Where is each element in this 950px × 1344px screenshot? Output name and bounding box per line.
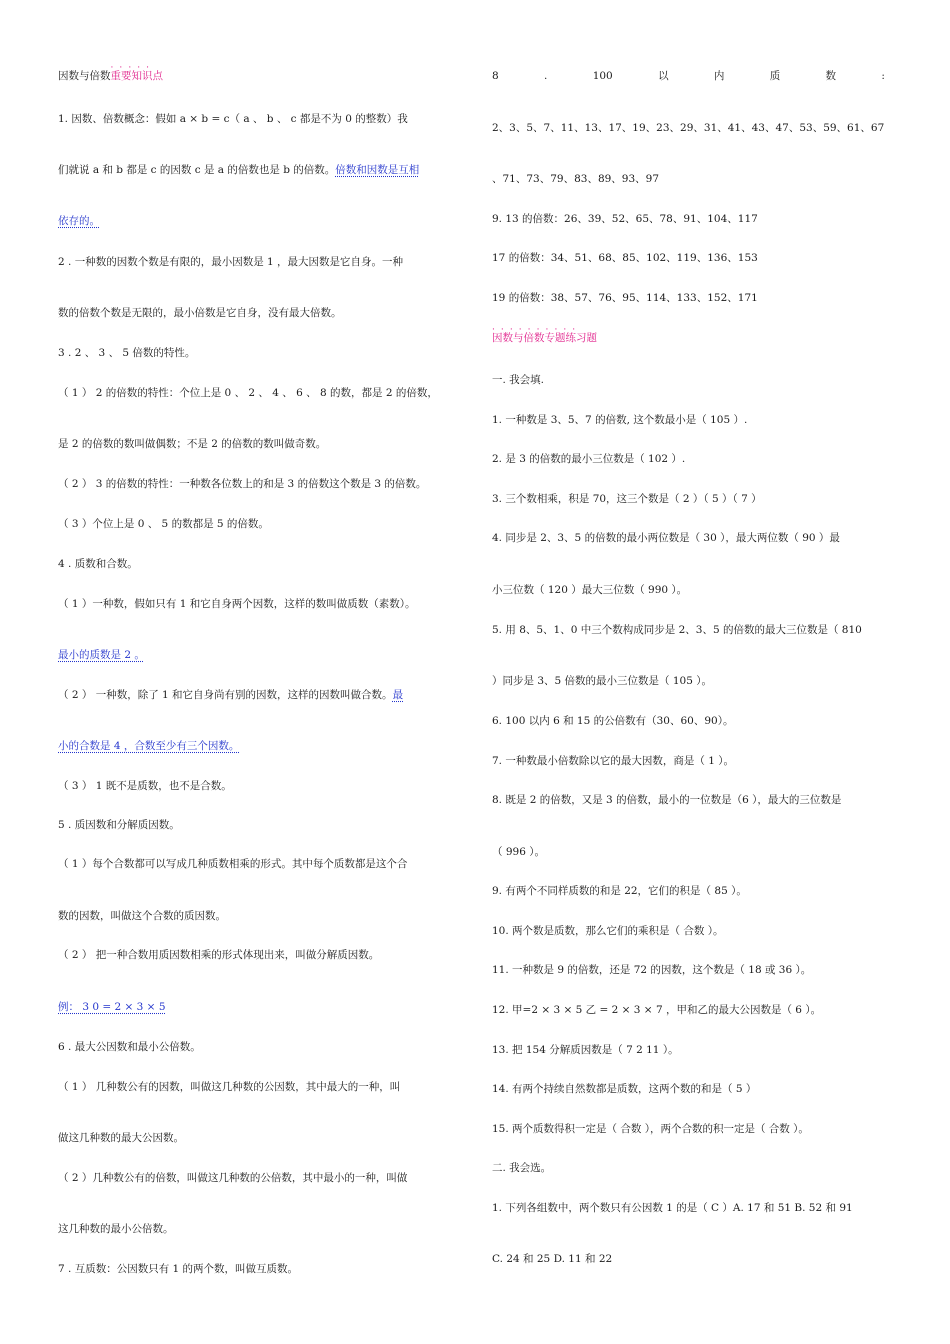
question-14: 14. 有两个持续自然数都是质数，这两个数的和是（ 5 ） (492, 1083, 757, 1095)
para-8-token: . (544, 70, 548, 82)
question-9: 9. 有两个不同样质数的和是 22，它们的积是（ 85 ）。 (492, 885, 747, 897)
question-15: 15. 两个质数得积一定是（ 合数 ），两个合数的积一定是（ 合数 ）。 (492, 1123, 809, 1135)
para-6-1b: 做这几种数的最大公因数。 (58, 1132, 184, 1144)
para-8-token: : (881, 70, 885, 82)
para-6-2b: 这几种数的最小公倍数。 (58, 1223, 174, 1235)
para-3: 3 . 2 、 3 、 5 倍数的特性。 (58, 347, 196, 359)
para-7: 7 . 互质数：公因数只有 1 的两个数，叫做互质数。 (58, 1263, 299, 1275)
para-4-1: （ 1 ）一种数，假如只有 1 和它自身两个因数，这样的数叫做质数（素数）。 (58, 598, 416, 610)
para-5-example: 例： 3 0 = 2 × 3 × 5 (58, 1001, 166, 1013)
practice-title-text: · · · 因数与倍数专题练习题 (492, 331, 597, 345)
multiples-19: 19 的倍数：38、57、76、95、114、133、152、171 (492, 292, 758, 304)
para-4-1b: 最小的质数是 2 。 (58, 649, 145, 661)
para-8-token: 内 (713, 70, 725, 82)
para-4: 4 . 质数和合数。 (58, 558, 138, 570)
para-5-1a: （ 1 ）每个合数都可以写成几种质数相乘的形式。其中每个质数都是这个合 (58, 858, 408, 870)
para-1b-blue: 倍数和因数是互相 (335, 164, 420, 176)
para-6-2a: （ 2 ）几种数公有的倍数，叫做这几种数的公倍数，其中最小的一种，叫做 (58, 1172, 408, 1184)
para-1b-plain: 们就说 a 和 b 都是 c 的因数 c 是 a 的倍数也是 b 的倍数。 (58, 164, 336, 176)
para-1b (58, 163, 419, 177)
question-8b: （ 996 ）。 (492, 846, 545, 858)
para-4-2-blue: 最 (392, 689, 404, 701)
primes-line-2: 、71、73、79、83、89、93、97 (492, 173, 660, 185)
knowledge-title (58, 69, 163, 83)
section-fill: 一. 我会填. (492, 374, 545, 386)
para-2a: 2 . 一种数的因数个数是有限的，最小因数是 1 ，最大因数是它自身。一种 (58, 256, 404, 268)
question-4b: 小三位数（ 120 ）最大三位数（ 990 ）。 (492, 584, 688, 596)
para-3-2: （ 2 ） 3 的倍数的特性：一种数各位数上的和是 3 的倍数这个数是 3 的倍数。 (58, 478, 427, 490)
para-1a: 1. 因数、倍数概念：假如 a × b = c（ a 、 b 、 c 都是不为 0 的整数）我 (58, 113, 408, 125)
para-6-1a: （ 1 ） 几种数公有的因数，叫做这几种数的公因数，其中最大的一种，叫 (58, 1081, 401, 1093)
choice-1b: C. 24 和 25 D. 11 和 22 (492, 1253, 613, 1265)
question-6: 6. 100 以内 6 和 15 的公倍数有（30、60、90）。 (492, 715, 734, 727)
practice-title (492, 331, 597, 345)
para-5: 5 . 质因数和分解质因数。 (58, 819, 180, 831)
para-5-2: （ 2 ） 把一种合数用质因数相乘的形式体现出来，叫做分解质因数。 (58, 949, 380, 961)
para-8-token: 质 (769, 70, 781, 82)
question-5a: 5. 用 8、5、1、0 中三个数构成同步是 2、3、5 的倍数的最大三位数是（ 810 (492, 624, 862, 636)
question-5b: ）同步是 3、5 倍数的最小三位数是（ 105 ）。 (492, 675, 713, 687)
question-10: 10. 两个数是质数，那么它们的乘积是（ 合数 ）。 (492, 925, 724, 937)
para-8-token: 100 (592, 70, 613, 82)
question-12: 12. 甲=2 × 3 × 5 乙 = 2 × 3 × 7 ，甲和乙的最大公因数是（ 6 ）。 (492, 1004, 822, 1016)
title-plain: 因数与倍数 (58, 70, 111, 82)
para-3-1a: （ 1 ） 2 的倍数的特性：个位上是 0 、 2 、 4 、 6 、 8 的数，都是 2 的倍数， (58, 387, 438, 399)
question-3: 3. 三个数相乘，积是 70，这三个数是（ 2 ）（ 5 ）（ 7 ） (492, 493, 762, 505)
multiples-17: 17 的倍数：34、51、68、85、102、119、136、153 (492, 252, 758, 264)
para-3-1b: 是 2 的倍数的数叫做偶数；不是 2 的倍数的数叫做奇数。 (58, 438, 327, 450)
para-8-heading (492, 69, 885, 83)
para-2b: 数的倍数个数是无限的，最小倍数是它自身，没有最大倍数。 (58, 307, 342, 319)
title-highlight: · · · 重要知识点 (111, 69, 164, 83)
para-8-token: 8 (492, 70, 499, 82)
para-8-token: 以 (658, 70, 669, 82)
question-2: 2. 是 3 的倍数的最小三位数是（ 102 ）. (492, 453, 686, 465)
para-4-3: （ 3 ） 1 既不是质数，也不是合数。 (58, 780, 232, 792)
question-13: 13. 把 154 分解质因数是（ 7 2 11 ）。 (492, 1044, 679, 1056)
para-1c: 依存的。 (58, 215, 100, 227)
multiples-13: 9. 13 的倍数：26、39、52、65、78、91、104、117 (492, 213, 758, 225)
question-4a: 4. 同步是 2、3、5 的倍数的最小两位数是（ 30 ），最大两位数（ 90 ）最 (492, 532, 840, 544)
question-8a: 8. 既是 2 的倍数，又是 3 的倍数，最小的一位数是（6 ），最大的三位数是 (492, 794, 842, 806)
para-3-3: （ 3 ）个位上是 0 、 5 的数都是 5 的倍数。 (58, 518, 269, 530)
para-6: 6 . 最大公因数和最小公倍数。 (58, 1041, 201, 1053)
section-choose: 二. 我会选。 (492, 1162, 552, 1174)
primes-line-1: 2、3、5、7、11、13、17、19、23、29、31、41、43、47、53、59、61、67 (492, 122, 885, 134)
choice-1a: 1. 下列各组数中，两个数只有公因数 1 的是（ C ）A. 17 和 51 B. 52 和 91 (492, 1202, 853, 1214)
question-7: 7. 一种数最小倍数除以它的最大因数，商是（ 1 ）。 (492, 755, 734, 767)
para-4-2-plain: （ 2 ） 一种数，除了 1 和它自身尚有别的因数，这样的因数叫做合数。 (58, 689, 393, 701)
para-4-2b: 小的合数是 4 ，合数至少有三个因数。 (58, 740, 240, 752)
question-11: 11. 一种数是 9 的倍数，还是 72 的因数，这个数是（ 18 或 36 ）。 (492, 964, 812, 976)
para-4-2 (58, 688, 403, 702)
para-5-1b: 数的因数，叫做这个合数的质因数。 (58, 910, 226, 922)
para-8-token: 数 (825, 70, 837, 82)
question-1: 1. 一种数是 3、5、7 的倍数, 这个数最小是（ 105 ）. (492, 414, 748, 426)
